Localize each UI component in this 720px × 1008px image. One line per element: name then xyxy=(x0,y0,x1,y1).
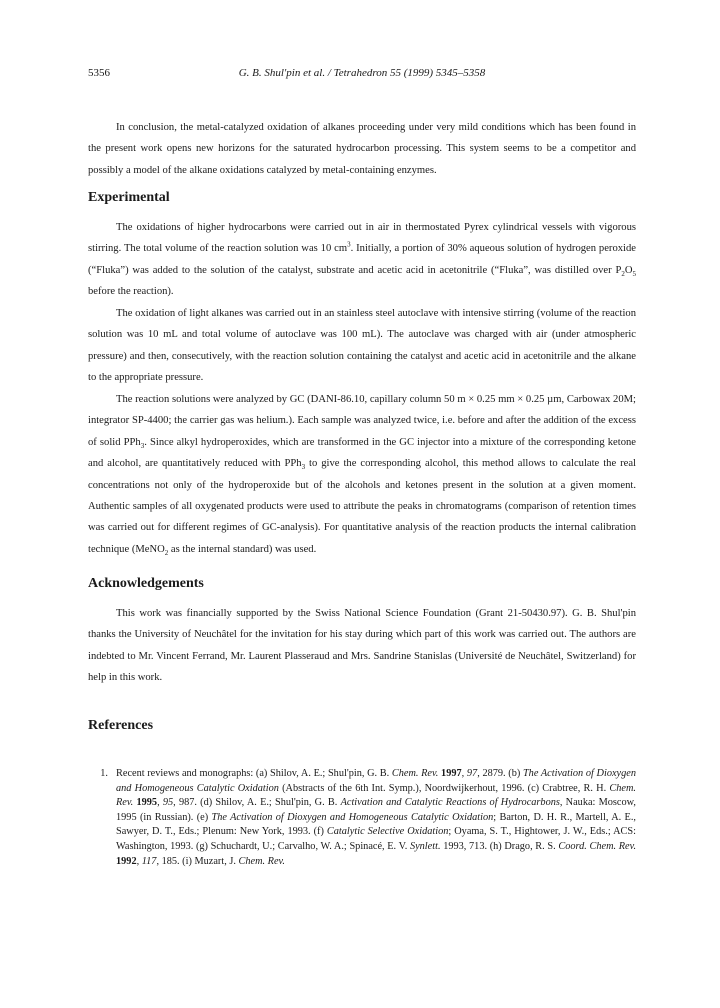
conclusion-text: In conclusion, the metal-catalyzed oxidation of alkanes proceeding under very mild conditions which has been found in the present work opens new horizons for the saturated hydrocarbon processing. This system seems to be a competitor and possibly a model of the alkane oxidations catalyzed by metal-containing enzymes. xyxy=(88,122,636,176)
exp-p3-sub-3: 2 xyxy=(164,548,169,557)
conclusion-paragraph xyxy=(88,117,636,181)
exp-p3-sub-1: 3 xyxy=(140,441,145,450)
references-heading: References xyxy=(88,718,154,733)
exp-p1-sub-1: 2 xyxy=(621,269,625,278)
references-list xyxy=(88,767,636,869)
exp-p3-text-a: The reaction solutions were analyzed by GC (DANI-86.10, capillary column 50 m × 0.25 mm × 0.25 µm, Carbowax 20M; integrator SP-4400; the carrier gas was helium.). Each sample was analyzed twice, i.e. before and after the addition of the excess of solid PPh xyxy=(88,394,636,448)
exp-p1-sub-2: 5 xyxy=(632,269,636,278)
exp-p3-text-c: to give the corresponding alcohol, this method allows to calculate the real concentrations not only of the hydroperoxide but of the alcohols and ketones present in the solution at a given moment. Authentic samples of all oxygenated products were used to attribute the peaks in chromatograms (comparison of retention times was carried out for different regimes of GC-analysis). For quantitative analysis of the reaction products the internal calibration technique (MeNO xyxy=(88,458,637,555)
exp-p3-sub-2: 3 xyxy=(301,463,306,472)
reference-text: Recent reviews and monographs: (a) Shilov, A. E.; Shul'pin, G. B. Chem. Rev. 1997, 97, 2879. (b) The Activation of Dioxygen and Homogeneous Catalytic Oxidation (Abstracts of the 6th Int. Symp.), Noordwijkerhout, 1996. (c) Crabtree, R. H. Chem. Rev. 1995, 95, 987. (d) Shilov, A. E.; Shul'pin, G. B. Activation and Catalytic Reactions of Hydrocarbons, Nauka: Moscow, 1995 (in Russian). (e) The Activation of Dioxygen and Homogeneous Catalytic Oxidation; Barton, D. H. R., Martell, A. E., Sawyer, D. T., Eds.; Plenum: New York, 1993. (f) Catalytic Selective Oxidation; Oyama, S. T., Hightower, J. W., Eds.; ACS: Washington, 1993. (g) Schuchardt, U.; Carvalho, W. A.; Spinacé, E. V. Synlett. 1993, 713. (h) Drago, R. S. Coord. Chem. Rev. 1992, 117, 185. (i) Muzart, J. Chem. Rev. xyxy=(116,768,637,867)
reference-number: 1. xyxy=(100,768,108,779)
reference-item-1 xyxy=(88,767,636,869)
exp-p1-text-a: The oxidations of higher hydrocarbons were carried out in air in thermostated Pyrex cylindrical vessels with vigorous stirring. The total volume of the reaction solution was 10 cm xyxy=(88,222,636,255)
acknowledgements-heading: Acknowledgements xyxy=(88,576,204,591)
exp-p3-text-d: as the internal standard) was used. xyxy=(168,543,317,555)
acknowledgements-paragraph xyxy=(88,603,636,689)
page-header xyxy=(88,67,636,83)
acknowledgements-text: This work was financially supported by the Swiss National Science Foundation (Grant 21-50430.97). G. B. Shul'pin thanks the University of Neuchâtel for the invitation for his stay during which part of this work was carried out. The authors are indebted to Mr. Vincent Ferrand, Mr. Laurent Plasseraud and Mrs. Sandrine Stanislas (Université de Neuchâtel, Switzerland) for help in this work. xyxy=(88,608,636,684)
exp-p3-text-b: . Since alkyl hydroperoxides, which are transformed in the GC injector into a mixture of the corresponding ketone and alcohol, are quantitatively reduced with PPh xyxy=(88,436,636,470)
exp-p1-text-d: before the reaction). xyxy=(88,286,174,298)
exp-p1-text-b: . Initially, a portion of 30% aqueous solution of hydrogen peroxide (“Fluka”) was added to the solution of the catalyst, substrate and acetic acid in acetonitrile (“Fluka”, was distilled over P xyxy=(88,243,636,276)
experimental-heading: Experimental xyxy=(88,190,170,205)
exp-p1-sup: 3 xyxy=(347,240,351,249)
experimental-paragraph-2 xyxy=(88,303,636,389)
exp-p1-text-c: O xyxy=(624,264,633,276)
experimental-paragraph-3 xyxy=(88,389,636,560)
exp-p2-text: The oxidation of light alkanes was carried out in an stainless steel autoclave with intensive stirring (volume of the reaction solution was 10 mL and total volume of autoclave was 100 mL). The autoclave was charged with air (under atmospheric pressure) and then, consecutively, with the reaction solution containing the catalyst and acetic acid in acetonitrile and the alkane to the appropriate pressure. xyxy=(88,308,636,384)
running-head: G. B. Shul'pin et al. / Tetrahedron 55 (1999) 5345–5358 xyxy=(238,67,486,79)
page-number: 5356 xyxy=(88,67,110,79)
experimental-paragraph-1 xyxy=(88,217,636,303)
